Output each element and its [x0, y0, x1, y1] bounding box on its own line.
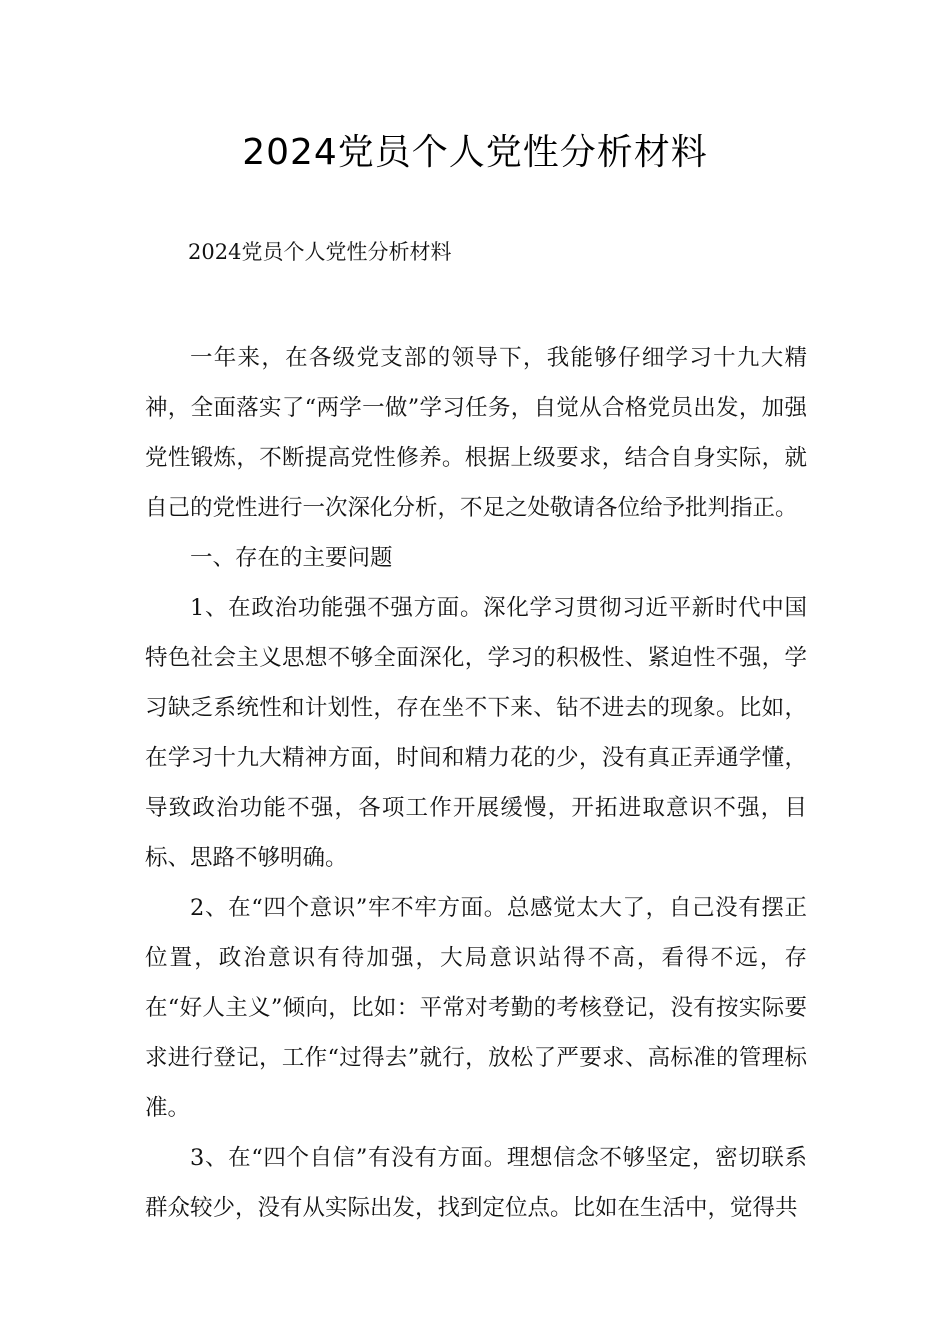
paragraph-item-3: 3、在“四个自信”有没有方面。理想信念不够坚定，密切联系群众较少，没有从实际出发，找到定位点。比如在生活中，觉得共 — [145, 1145, 807, 1221]
document-body — [145, 333, 807, 1233]
section-heading-main-problems: 一、存在的主要问题 — [190, 545, 393, 571]
document-subtitle: 2024党员个人党性分析材料 — [188, 240, 452, 264]
document-title: 2024党员个人党性分析材料 — [242, 132, 708, 173]
paragraph-item-2: 2、在“四个意识”牢不牢方面。总感觉太大了，自己没有摆正位置，政治意识有待加强，大局意识站得不高，看得不远，存在“好人主义”倾向，比如：平常对考勤的考核登记，没有按实际要求进行登记，工作“过得去”就行，放松了严要求、高标准的管理标准。 — [145, 895, 807, 1121]
paragraph-item-1: 1、在政治功能强不强方面。深化学习贯彻习近平新时代中国特色社会主义思想不够全面深化，学习的积极性、紧迫性不强，学习缺乏系统性和计划性，存在坐不下来、钻不进去的现象。比如，在学习十九大精神方面，时间和精力花的少，没有真正弄通学懂，导致政治功能不强，各项工作开展缓慢，开拓进取意识不强，目标、思路不够明确。 — [145, 595, 807, 871]
paragraph-intro: 一年来，在各级党支部的领导下，我能够仔细学习十九大精神，全面落实了“两学一做”学习任务，自觉从合格党员出发，加强党性锻炼，不断提高党性修养。根据上级要求，结合自身实际，就自己的党性进行一次深化分析，不足之处敬请各位给予批判指正。 — [145, 345, 807, 521]
